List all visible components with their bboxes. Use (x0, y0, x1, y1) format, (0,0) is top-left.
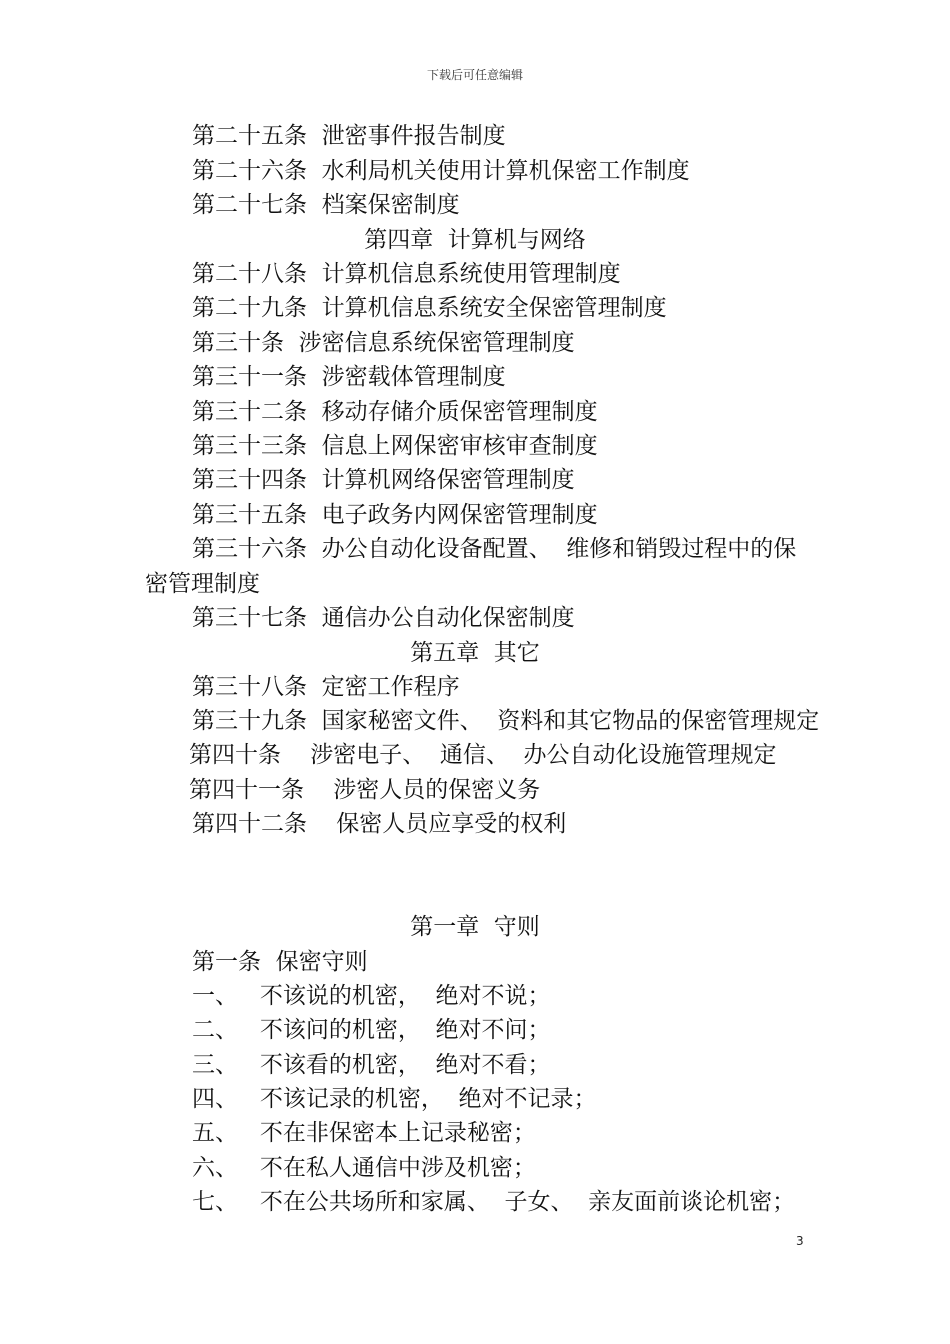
toc-article-37: 第三十七条 通信办公自动化保密制度 (192, 605, 575, 631)
toc-article-30: 第三十条 涉密信息系统保密管理制度 (192, 330, 575, 356)
toc-article-26: 第二十六条 水利局机关使用计算机保密工作制度 (192, 158, 690, 184)
toc-chapter-5: 第五章 其它 (410, 640, 540, 666)
toc-article-42: 第四十二条 保密人员应享受的权利 (192, 811, 567, 837)
toc-article-36-line1: 第三十六条 办公自动化设备配置、 维修和销毁过程中的保 (192, 536, 797, 562)
rule-item: 四、 不该记录的机密， 绝对不记录； (192, 1086, 597, 1112)
chapter-1-heading: 第一章 守则 (410, 914, 540, 940)
toc-article-41: 第四十一条 涉密人员的保密义务 (189, 777, 541, 803)
toc-article-25: 第二十五条 泄密事件报告制度 (192, 123, 506, 149)
page-number: 3 (796, 1234, 804, 1248)
toc-article-34: 第三十四条 计算机网络保密管理制度 (192, 467, 575, 493)
toc-article-35: 第三十五条 电子政务内网保密管理制度 (192, 502, 598, 528)
toc-article-27: 第二十七条 档案保密制度 (192, 192, 460, 218)
page-header: 下载后可任意编辑 (426, 68, 523, 82)
rule-item: 二、 不该问的机密， 绝对不问； (192, 1017, 551, 1043)
toc-article-36-line2: 密管理制度 (145, 571, 260, 597)
toc-article-40: 第四十条 涉密电子、 通信、 办公自动化设施管理规定 (189, 742, 777, 768)
toc-article-39: 第三十九条 国家秘密文件、 资料和其它物品的保密管理规定 (192, 708, 820, 734)
toc-article-32: 第三十二条 移动存储介质保密管理制度 (192, 399, 598, 425)
toc-article-33: 第三十三条 信息上网保密审核审查制度 (192, 433, 598, 459)
article-1-heading: 第一条 保密守则 (192, 949, 368, 975)
toc-article-29: 第二十九条 计算机信息系统安全保密管理制度 (192, 295, 667, 321)
rule-item: 六、 不在私人通信中涉及机密； (192, 1155, 536, 1181)
rule-item: 三、 不该看的机密， 绝对不看； (192, 1052, 551, 1078)
rule-item: 一、 不该说的机密， 绝对不说； (192, 983, 551, 1009)
toc-chapter-4: 第四章 计算机与网络 (364, 227, 586, 253)
toc-article-38: 第三十八条 定密工作程序 (192, 674, 460, 700)
rule-item: 五、 不在非保密本上记录秘密； (192, 1120, 536, 1146)
toc-article-28: 第二十八条 计算机信息系统使用管理制度 (192, 261, 621, 287)
rule-item: 七、 不在公共场所和家属、 子女、 亲友面前谈论机密； (192, 1189, 796, 1215)
toc-article-31: 第三十一条 涉密载体管理制度 (192, 364, 506, 390)
